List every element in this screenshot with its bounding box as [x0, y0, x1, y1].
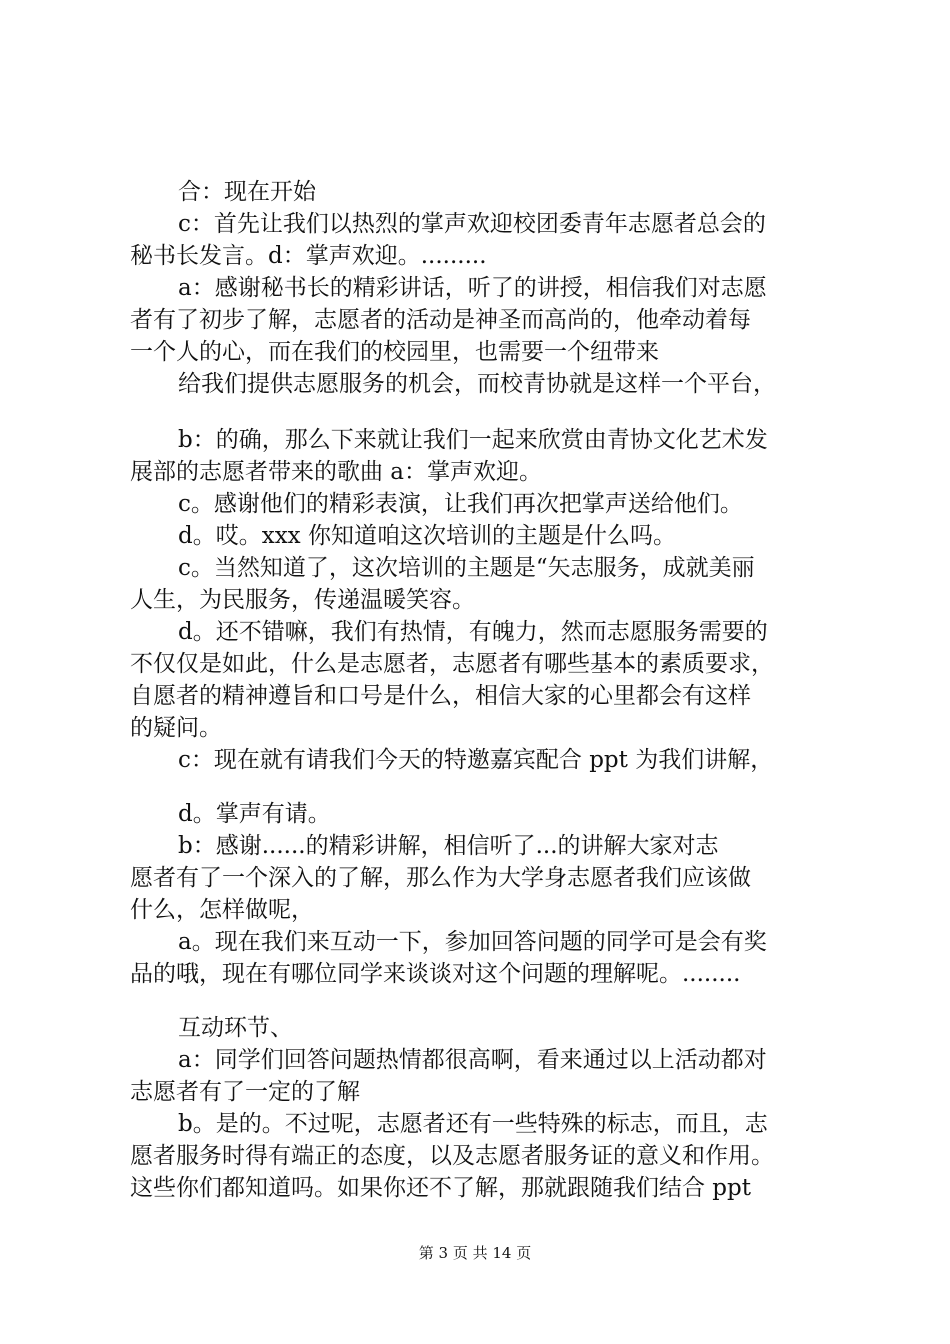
text-line: d。哎。xxx 你知道咱这次培训的主题是什么吗。 [178, 523, 676, 549]
text-line: c：现在就有请我们今天的特邀嘉宾配合 ppt 为我们讲解， [178, 747, 774, 773]
page-footer: 第 3 页 共 14 页 [418, 1244, 532, 1262]
text-line: b：感谢......的精彩讲解，相信听了...的讲解大家对志 [178, 833, 719, 859]
text-line: 者有了初步了解，志愿者的活动是神圣而高尚的，他牵动着每 [130, 307, 751, 333]
text-line: b：的确，那么下来就让我们一起来欣赏由青协文化艺术发 [178, 427, 768, 453]
text-line: 合：现在开始 [178, 179, 316, 205]
text-line: 愿者服务时得有端正的态度，以及志愿者服务证的意义和作用。 [130, 1143, 774, 1169]
text-line: 的疑问。 [130, 715, 222, 741]
text-line: d。还不错嘛，我们有热情，有魄力，然而志愿服务需要的 [178, 619, 768, 645]
text-line: a：同学们回答问题热情都很高啊，看来通过以上活动都对 [178, 1047, 767, 1073]
text-line: 人生，为民服务，传递温暖笑容。 [130, 587, 475, 613]
text-line: a：感谢秘书长的精彩讲话，听了的讲授，相信我们对志愿 [178, 275, 767, 301]
text-line: 什么，怎样做呢， [130, 897, 314, 923]
text-line: 志愿者有了一定的了解 [130, 1079, 360, 1105]
text-line: d。掌声有请。 [178, 801, 331, 827]
text-line: 一个人的心，而在我们的校园里，也需要一个纽带来 [130, 339, 659, 365]
text-line: 互动环节、 [178, 1015, 293, 1041]
text-line: a。现在我们来互动一下，参加回答问题的同学可是会有奖 [178, 929, 767, 955]
text-line: b。是的。不过呢，志愿者还有一些特殊的标志，而且，志 [178, 1111, 768, 1137]
text-line: 秘书长发言。d：掌声欢迎。......... [130, 243, 487, 269]
text-line: c：首先让我们以热烈的掌声欢迎校团委青年志愿者总会的 [178, 211, 766, 237]
text-line: 愿者有了一个深入的了解，那么作为大学身志愿者我们应该做 [130, 865, 751, 891]
text-line: 不仅仅是如此，什么是志愿者，志愿者有哪些基本的素质要求， [130, 651, 774, 677]
text-line: 给我们提供志愿服务的机会，而校青协就是这样一个平台， [178, 371, 776, 397]
text-line: c。感谢他们的精彩表演，让我们再次把掌声送给他们。 [178, 491, 743, 517]
text-line: 品的哦，现在有哪位同学来谈谈对这个问题的理解呢。........ [130, 961, 741, 987]
text-line: c。当然知道了，这次培训的主题是“矢志服务，成就美丽 [178, 555, 755, 581]
text-line: 这些你们都知道吗。如果你还不了解，那就跟随我们结合 ppt [130, 1175, 751, 1201]
text-line: 展部的志愿者带来的歌曲 a：掌声欢迎。 [130, 459, 543, 485]
text-line: 自愿者的精神遵旨和口号是什么，相信大家的心里都会有这样 [130, 683, 751, 709]
